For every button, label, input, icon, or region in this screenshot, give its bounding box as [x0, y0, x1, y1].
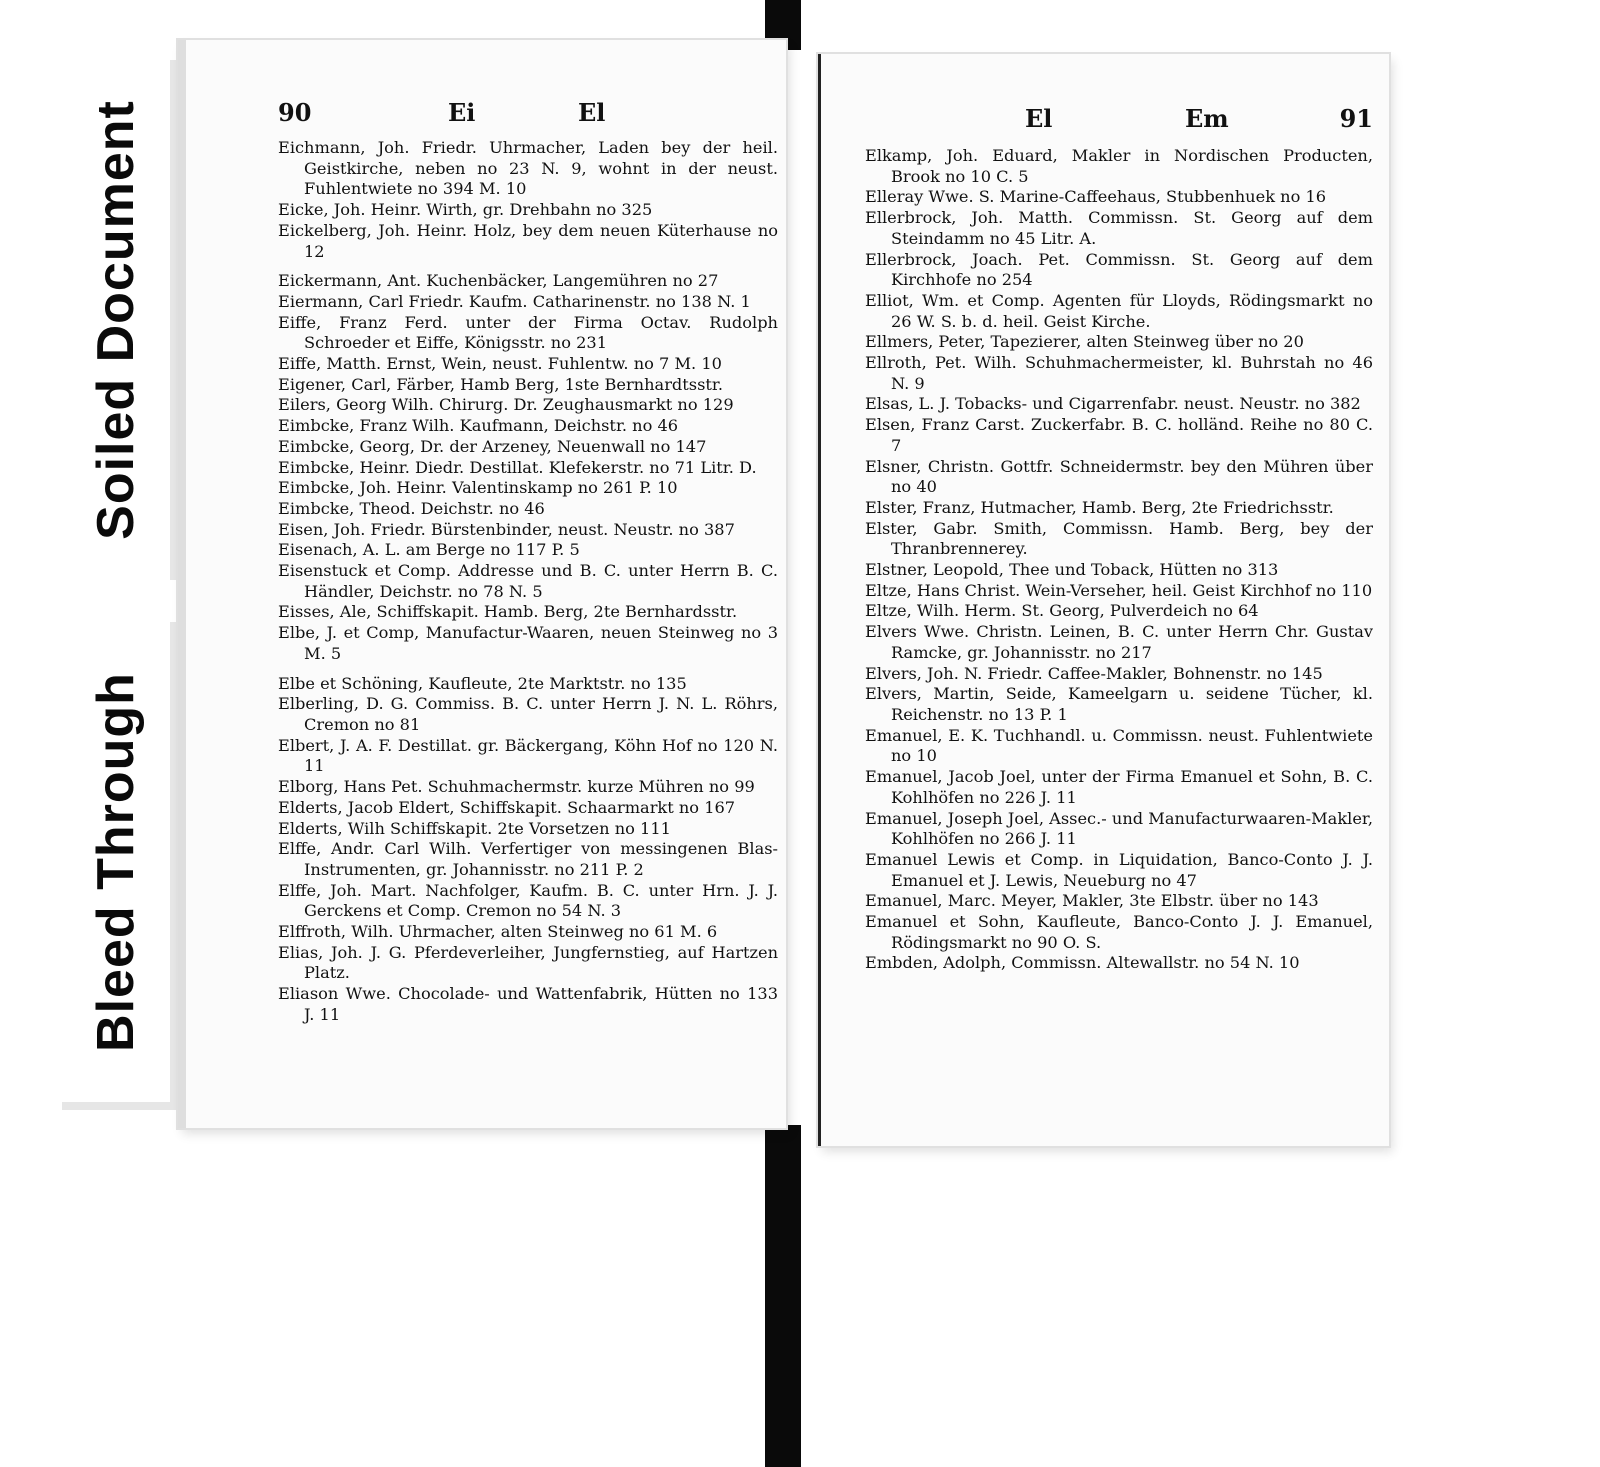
directory-entry: Eimbcke, Georg, Dr. der Arzeney, Neuenwall no 147	[278, 436, 707, 456]
directory-entry: Eicke, Joh. Heinr. Wirth, gr. Drehbahn no 325	[278, 200, 653, 220]
directory-entry: Eltze, Hans Christ. Wein-Verseher, heil. Geist Kirchhof no 110	[865, 580, 1373, 600]
directory-entry: Eilers, Georg Wilh. Chirurg. Dr. Zeughausmarkt no 129	[278, 395, 734, 415]
directory-entry: Ellerbrock, Joach. Pet. Commissn. St. Georg auf dem Kirchhofe no 254	[865, 249, 1373, 290]
header-letters-em: Em	[1185, 104, 1229, 133]
left-page-header	[278, 98, 778, 138]
directory-entry: Eliason Wwe. Chocolade- und Wattenfabrik, Hütten no 133 J. 11	[278, 984, 778, 1024]
soiled-document-text: Soiled Document	[87, 100, 145, 540]
header-letters-ei: Ei	[448, 98, 476, 127]
right-page-header	[865, 104, 1373, 144]
directory-entry: Elstner, Leopold, Thee und Toback, Hütten no 313	[865, 560, 1279, 580]
directory-entry: Elbe, J. et Comp, Manufactur-Waaren, neuen Steinweg no 3 M. 5	[278, 623, 778, 663]
directory-entry: Elffroth, Wilh. Uhrmacher, alten Steinweg no 61 M. 6	[278, 922, 718, 942]
directory-entry: Eichmann, Joh. Friedr. Uhrmacher, Laden bey der heil. Geistkirche, neben no 23 N. 9, wohnt in der neust. Fuhlentwiete no 394 M. 10	[278, 138, 778, 199]
right-page	[818, 54, 1389, 1146]
directory-entry: Eiffe, Matth. Ernst, Wein, neust. Fuhlentw. no 7 M. 10	[278, 354, 722, 374]
left-page	[178, 40, 786, 1128]
directory-entry: Eisen, Joh. Friedr. Bürstenbinder, neust. Neustr. no 387	[278, 519, 735, 539]
soiled-document-label	[62, 60, 178, 580]
bleed-through-label	[62, 622, 178, 1110]
directory-entry: Eimbcke, Theod. Deichstr. no 46	[278, 498, 545, 518]
directory-entry: Eimbcke, Franz Wilh. Kaufmann, Deichstr. no 46	[278, 416, 679, 436]
directory-entry: Emanuel, E. K. Tuchhandl. u. Commissn. neust. Fuhlentwiete no 10	[865, 725, 1373, 766]
directory-entry: Elbert, J. A. F. Destillat. gr. Bäckergang, Köhn Hof no 120 N. 11	[278, 735, 778, 776]
header-letters-el: El	[578, 98, 606, 127]
directory-entry: Eickermann, Ant. Kuchenbäcker, Langemühren no 27	[278, 271, 719, 291]
directory-entry: Eickelberg, Joh. Heinr. Holz, bey dem neuen Küterhause no 12	[278, 220, 778, 261]
directory-entry: Elster, Franz, Hutmacher, Hamb. Berg, 2te Friedrichsstr.	[865, 497, 1334, 517]
directory-entry: Eiermann, Carl Friedr. Kaufm. Catharinenstr. no 138 N. 1	[278, 291, 751, 311]
directory-entry: Elderts, Wilh Schiffskapit. 2te Vorsetzen no 111	[278, 818, 671, 838]
directory-entry: Elsas, L. J. Tobacks- und Cigarrenfabr. neust. Neustr. no 382	[865, 394, 1361, 414]
directory-entry: Ellmers, Peter, Tapezierer, alten Steinweg über no 20	[865, 332, 1304, 352]
directory-entry: Elias, Joh. J. G. Pferdeverleiher, Jungfernstieg, auf Hartzen Platz.	[278, 942, 778, 983]
directory-entry: Emanuel, Joseph Joel, Assec.- und Manufacturwaaren-Makler, Kohlhöfen no 266 J. 11	[865, 808, 1373, 849]
directory-entry: Eimbcke, Joh. Heinr. Valentinskamp no 261 P. 10	[278, 478, 678, 498]
header-letters-el: El	[1025, 104, 1053, 133]
directory-entry: Ellerbrock, Joh. Matth. Commissn. St. Georg auf dem Steindamm no 45 Litr. A.	[865, 208, 1373, 248]
directory-entry: Eimbcke, Heinr. Diedr. Destillat. Klefekerstr. no 71 Litr. D.	[278, 457, 757, 477]
directory-entry: Elbe et Schöning, Kaufleute, 2te Marktstr. no 135	[278, 673, 687, 693]
left-page-entries	[278, 138, 778, 1026]
directory-entry: Emanuel, Jacob Joel, unter der Firma Emanuel et Sohn, B. C. Kohlhöfen no 226 J. 11	[865, 767, 1373, 807]
directory-entry: Elberling, D. G. Commiss. B. C. unter Herrn J. N. L. Röhrs, Cremon no 81	[278, 694, 778, 734]
directory-entry: Eisenach, A. L. am Berge no 117 P. 5	[278, 540, 580, 560]
directory-entry: Emanuel, Marc. Meyer, Makler, 3te Elbstr. über no 143	[865, 891, 1319, 911]
directory-entry: Elster, Gabr. Smith, Commissn. Hamb. Berg, bey der Thranbrennerey.	[865, 518, 1373, 559]
directory-entry: Elvers, Joh. N. Friedr. Caffee-Makler, Bohnenstr. no 145	[865, 663, 1323, 683]
scanner-binding-bottom	[765, 1125, 801, 1467]
directory-entry: Elffe, Joh. Mart. Nachfolger, Kaufm. B. C. unter Hrn. J. J. Gerckens et Comp. Cremon no 54 N. 3	[278, 880, 778, 921]
right-page-entries	[865, 146, 1373, 974]
directory-entry: Eisses, Ale, Schiffskapit. Hamb. Berg, 2te Bernhardsstr.	[278, 602, 738, 622]
directory-entry: Elffe, Andr. Carl Wilh. Verfertiger von messingenen Blas-Instrumenten, gr. Johannisstr. no 211 P. 2	[278, 839, 778, 879]
directory-entry: Elliot, Wm. et Comp. Agenten für Lloyds, Rödingsmarkt no 26 W. S. b. d. heil. Geist Kirche.	[865, 290, 1373, 331]
directory-entry: Emanuel et Sohn, Kaufleute, Banco-Conto J. J. Emanuel, Rödingsmarkt no 90 O. S.	[865, 912, 1373, 952]
directory-entry: Eltze, Wilh. Herm. St. Georg, Pulverdeich no 64	[865, 601, 1259, 621]
directory-entry: Eiffe, Franz Ferd. unter der Firma Octav. Rudolph Schroeder et Eiffe, Königsstr. no 231	[278, 312, 778, 353]
bleed-through-text: Bleed Through	[87, 672, 145, 1052]
directory-entry: Emanuel Lewis et Comp. in Liquidation, Banco-Conto J. J. Emanuel et J. Lewis, Neueburg no 47	[865, 849, 1373, 890]
directory-entry: Elderts, Jacob Eldert, Schiffskapit. Schaarmarkt no 167	[278, 797, 736, 817]
page-number-91: 91	[1339, 104, 1373, 133]
directory-entry: Eisenstuck et Comp. Addresse und B. C. unter Herrn B. C. Händler, Deichstr. no 78 N. 5	[278, 561, 778, 601]
directory-entry: Elborg, Hans Pet. Schuhmachermstr. kurze Mühren no 99	[278, 777, 755, 797]
directory-entry: Elsen, Franz Carst. Zuckerfabr. B. C. holländ. Reihe no 80 C. 7	[865, 415, 1373, 455]
directory-entry: Elsner, Christn. Gottfr. Schneidermstr. bey den Mühren über no 40	[865, 456, 1373, 497]
directory-entry: Elvers, Martin, Seide, Kameelgarn u. seidene Tücher, kl. Reichenstr. no 13 P. 1	[865, 684, 1373, 724]
directory-entry: Ellroth, Pet. Wilh. Schuhmachermeister, kl. Buhrstah no 46 N. 9	[865, 353, 1373, 393]
page-number-90: 90	[278, 98, 312, 127]
directory-entry: Embden, Adolph, Commissn. Altewallstr. no 54 N. 10	[865, 953, 1300, 973]
directory-entry: Elkamp, Joh. Eduard, Makler in Nordischen Producten, Brook no 10 C. 5	[865, 146, 1373, 186]
directory-entry: Elleray Wwe. S. Marine-Caffeehaus, Stubbenhuek no 16	[865, 187, 1327, 207]
directory-entry: Eigener, Carl, Färber, Hamb Berg, 1ste Bernhardtsstr.	[278, 374, 724, 394]
directory-entry: Elvers Wwe. Christn. Leinen, B. C. unter Herrn Chr. Gustav Ramcke, gr. Johannisstr. no 217	[865, 622, 1373, 662]
